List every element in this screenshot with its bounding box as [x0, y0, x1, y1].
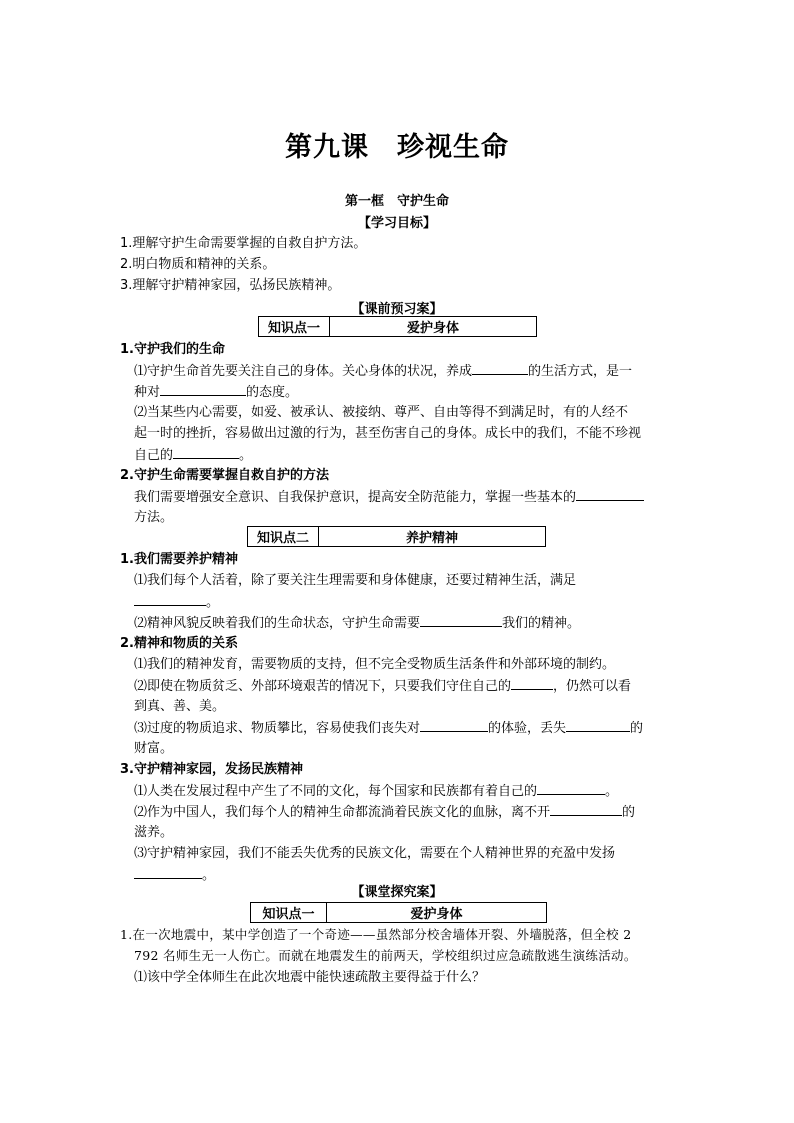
- kp1-para-2-line-3: 自己的 。: [134, 445, 252, 466]
- kp-label: 知识点一: [259, 317, 330, 337]
- kp2-para-1-line-1: ⑴我们每个人活着，除了要关注生理需要和身体健康，还要过精神生活，满足: [134, 573, 577, 588]
- kp2-heading-3: 3.守护精神家园，发扬民族精神: [120, 762, 303, 777]
- fill-blank[interactable]: [472, 361, 528, 375]
- kp1-heading-1: 1.守护我们的生命: [120, 342, 225, 357]
- kp1-para-3-line-2: 方法。: [134, 510, 174, 525]
- kp2-para-4-line-2: 到真、善、美。: [134, 699, 226, 714]
- goal-item: 2.明白物质和精神的关系。: [120, 257, 276, 272]
- fill-blank[interactable]: [420, 718, 488, 732]
- kp2-para-2: ⑵精神风貌反映着我们的生命状态，守护生命需要 我们的精神。: [134, 613, 580, 634]
- preview-header: 【课前预习案】: [351, 302, 443, 317]
- kp-label: 知识点一: [251, 903, 327, 923]
- case-question-1: ⑴该中学全体师生在此次地震中能快速疏散主要得益于什么？: [134, 970, 486, 985]
- kp2-heading-1: 1.我们需要养护精神: [120, 552, 238, 567]
- kp-topic: 爱护身体: [330, 317, 537, 337]
- fill-blank[interactable]: [420, 613, 502, 627]
- fill-blank[interactable]: [566, 718, 630, 732]
- kp2-para-6: ⑴人类在发展过程中产生了不同的文化，每个国家和民族都有着自己的 。: [134, 781, 618, 802]
- kp2-para-8-line-2: 。: [134, 865, 215, 886]
- fill-blank[interactable]: [134, 592, 206, 606]
- kp1-para-2-line-1: ⑵当某些内心需要，如爱、被承认、被接纳、尊严、自由等得不到满足时，有的人经不: [134, 405, 629, 420]
- section-title: 第一框 守护生命: [344, 194, 449, 209]
- kp2-para-8-line-1: ⑶守护精神家园，我们不能丢失优秀的民族文化，需要在个人精神世界的充盈中发扬: [134, 846, 616, 861]
- kp2-para-5-line-1: ⑶过度的物质追求、物质攀比，容易使我们丧失对 的体验，丢失 的: [134, 718, 643, 739]
- fill-blank[interactable]: [134, 865, 202, 879]
- class-header: 【课堂探究案】: [351, 885, 443, 900]
- kp2-para-5-line-2: 财富。: [134, 741, 174, 756]
- kp2-para-7-line-2: 滋养。: [134, 825, 174, 840]
- kp2-heading-2: 2.精神和物质的关系: [120, 636, 238, 651]
- kp-topic: 养护精神: [319, 527, 546, 547]
- knowledge-point-1-table: [258, 316, 537, 337]
- kp2-para-3: ⑴我们的精神发育，需要物质的支持，但不完全受物质生活条件和外部环境的制约。: [134, 657, 616, 672]
- kp2-para-7-line-1: ⑵作为中国人，我们每个人的精神生命都流淌着民族文化的血脉，离不开 的: [134, 802, 635, 823]
- goal-item: 1.理解守护生命需要掌握的自救自护方法。: [120, 236, 367, 251]
- kp1-para-3-line-1: 我们需要增强安全意识、自我保护意识，提高安全防范能力，掌握一些基本的: [134, 487, 644, 508]
- kp2-para-1-line-2: 。: [134, 592, 219, 613]
- kp1-heading-2: 2.守护生命需要掌握自救自护的方法: [120, 468, 329, 483]
- kp1-para-1-line-1: ⑴守护生命首先要关注自己的身体。关心身体的状况，养成 的生活方式，是一: [134, 361, 632, 382]
- goals-header: 【学习目标】: [357, 216, 436, 231]
- fill-blank[interactable]: [173, 445, 239, 459]
- kp-label: 知识点二: [248, 527, 319, 547]
- fill-blank[interactable]: [511, 676, 553, 690]
- goal-item: 3.理解守护精神家园，弘扬民族精神。: [120, 278, 341, 293]
- kp1-para-1-line-2: 种对 的态度。: [134, 382, 298, 403]
- fill-blank[interactable]: [160, 382, 246, 396]
- knowledge-point-2-table: [247, 526, 546, 547]
- kp-topic: 爱护身体: [327, 903, 547, 923]
- fill-blank[interactable]: [576, 487, 644, 501]
- fill-blank[interactable]: [550, 802, 622, 816]
- knowledge-point-3-table: [250, 902, 547, 923]
- fill-blank[interactable]: [537, 781, 605, 795]
- kp1-para-2-line-2: 起一时的挫折，容易做出过激的行为，甚至伤害自己的身体。成长中的我们，不能不珍视: [134, 426, 642, 441]
- case-text-line-1: 1.在一次地震中，某中学创造了一个奇迹——虽然部分校舍墙体开裂、外墙脱落，但全校 2: [120, 927, 632, 942]
- case-text-line-2: 792 名师生无一人伤亡。而就在地震发生的前两天，学校组织过应急疏散逃生演练活动。: [134, 948, 637, 963]
- page-title: 第九课 珍视生命: [285, 132, 509, 163]
- kp2-para-4-line-1: ⑵即使在物质贫乏、外部环境艰苦的情况下，只要我们守住自己的 ，仍然可以看: [134, 676, 631, 697]
